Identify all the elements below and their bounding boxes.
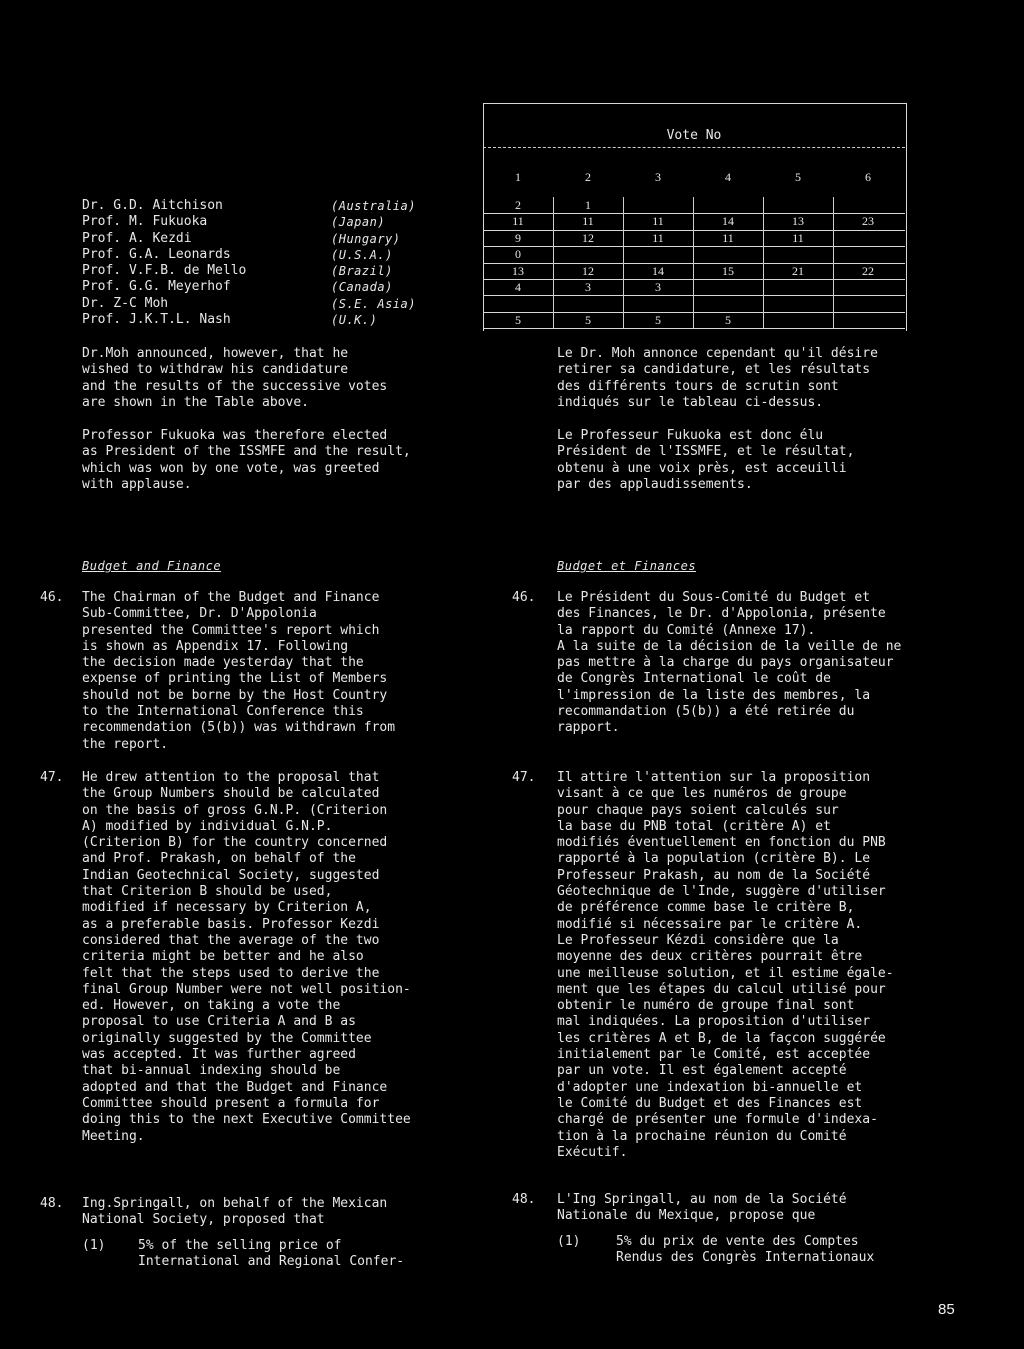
candidate-name: Dr. Z-C Moh: [82, 295, 169, 311]
vote-cell: 22: [862, 263, 874, 278]
candidate-country: (S.E. Asia): [331, 296, 416, 311]
vote-table-row: [483, 246, 905, 263]
fr-item-1-number: (1): [557, 1234, 581, 1249]
vote-table-divider-line: [763, 279, 764, 295]
vote-table-row: [483, 213, 905, 230]
vote-table-row: [483, 279, 905, 296]
vote-cell: 11: [512, 214, 524, 229]
vote-cell: 11: [582, 214, 594, 229]
vote-header: 5: [795, 170, 801, 184]
vote-cell: 9: [515, 230, 521, 245]
vote-table-row: [483, 295, 905, 312]
vote-table-divider-line: [763, 295, 764, 311]
en-budget-heading: Budget and Finance: [82, 559, 222, 573]
vote-table-divider-line: [553, 295, 554, 311]
vote-table-divider-line: [833, 246, 834, 262]
fr-para-46: Le Président du Sous-Comité du Budget et des Finances, le Dr. d'Appolonia, présente la rapport du Comité (Annexe 17). A la suite de la décision de la veille de ne pas mettre à la charge du pays organisateur de Congrès International le coût de l'impression de la liste des membres, la recommandation (5(b)) a été retirée du rapport.: [557, 590, 902, 736]
candidate-name: Prof. V.F.B. de Mello: [82, 263, 247, 279]
vote-header: 6: [865, 170, 871, 184]
vote-cell: 3: [585, 280, 591, 294]
vote-table-divider-line: [693, 295, 694, 311]
vote-table-row: [483, 230, 905, 247]
vote-table-divider-line: [693, 197, 694, 213]
vote-cell: 0: [515, 247, 521, 262]
candidate-name: Prof. A. Kezdi: [82, 230, 192, 246]
vote-cell: 13: [512, 263, 524, 278]
candidate-name: Prof. J.K.T.L. Nash: [82, 312, 231, 328]
vote-table-divider-line: [623, 295, 624, 311]
en-para-47-number: 47.: [40, 770, 64, 785]
vote-header: 3: [655, 170, 661, 184]
vote-table-divider-line: [623, 197, 624, 213]
vote-cell: 11: [652, 230, 664, 245]
vote-cell: 15: [722, 263, 734, 278]
candidate-countries: [331, 198, 471, 328]
vote-cell: 21: [792, 263, 804, 278]
candidate-country: (Brazil): [331, 264, 393, 279]
vote-table-divider-line: [763, 312, 764, 328]
en-fukuoka-paragraph: Professor Fukuoka was therefore elected as President of the ISSMFE and the result, which was won by one vote, was greeted with applause.: [82, 428, 411, 492]
vote-table-divider-line: [693, 246, 694, 262]
en-para-47: He drew attention to the proposal that the Group Numbers should be calculated on the basis of gross G.N.P. (Criterion A) modified by individual G.N.P. (Criterion B) for the country concerned and Prof. Prakash, on behalf of the Indian Geotechnical Society, suggested that Criterion B should be used, modified if necessary by Criterion A, as a preferable basis. Professor Kezdi considered that the average of the two criteria might be better and he also felt that the steps used to derive the final Group Number were not well position- ed. However, on taking a vote the proposal to use Criteria A and B as originally suggested by the Committee was accepted. It was further agreed that bi-annual indexing should be adopted and that the Budget and Finance Committee should present a formula for doing this to the next Executive Committee Meeting.: [82, 770, 411, 1144]
vote-cell: 23: [862, 214, 874, 229]
vote-table-divider-line: [553, 246, 554, 262]
fr-budget-heading: Budget et Finances: [557, 559, 697, 573]
vote-header: 4: [725, 170, 731, 184]
vote-table-divider-line: [763, 246, 764, 262]
vote-cell: 14: [652, 263, 664, 278]
fr-para-47-number: 47.: [512, 770, 536, 785]
vote-table-divider-line: [833, 230, 834, 246]
vote-header: 1: [515, 170, 521, 184]
candidate-name: Prof. M. Fukuoka: [82, 214, 208, 230]
fr-fukuoka-paragraph: Le Professeur Fukuoka est donc élu Président de l'ISSMFE, et le résultat, obtenu à une voix près, est acceuilli par des applaudissements.: [557, 428, 855, 492]
vote-table-divider: [483, 147, 905, 148]
vote-cell: 13: [792, 214, 804, 229]
vote-cell: 3: [655, 280, 661, 294]
vote-cell: 11: [792, 230, 804, 245]
vote-table-title: Vote No: [666, 128, 722, 143]
fr-para-48: L'Ing Springall, au nom de la Société Nationale du Mexique, propose que: [557, 1192, 847, 1224]
vote-cell: 11: [722, 230, 734, 245]
en-item-1-number: (1): [82, 1238, 106, 1253]
vote-table-header-row: [483, 169, 905, 185]
page-number: 85: [938, 1301, 955, 1318]
en-item-1: 5% of the selling price of International and Regional Confer-: [138, 1238, 405, 1270]
vote-header: 2: [585, 170, 591, 184]
vote-table-divider-line: [833, 197, 834, 213]
fr-para-47: Il attire l'attention sur la proposition visant à ce que les numéros de groupe pour chaque pays soient calculés sur la base du PNB total (critère A) et modifiés éventuellement en fonction du PNB rapporté à la population (critère B). Le Professeur Prakash, au nom de la Société Géotechnique de l'Inde, suggère d'utiliser de préférence comme base le critère B, modifié si nécessaire par le critère A. Le Professeur Kézdi considère que la moyenne des deux critères pourrait être une meilleuse solution, et il estime égale- ment que les étapes du calcul utilisé pour obtenir le numéro de groupe final sont mal indiquées. La proposition d'utiliser les critères A et B, de la façcon suggérée initialement par le Comité, est acceptée par un vote. Il est également accepté d'adopter une indexation bi-annuelle et le Comité du Budget et des Finances est chargé de présenter une formule d'indexa- tion à la prochaine réunion du Comité Exécutif.: [557, 770, 894, 1160]
vote-cell: 2: [515, 198, 521, 212]
vote-table-row: [483, 263, 905, 280]
vote-cell: 5: [655, 312, 661, 327]
vote-cell: 11: [652, 214, 664, 229]
en-para-46-number: 46.: [40, 590, 64, 605]
vote-table-row: [483, 197, 905, 214]
vote-cell: 14: [722, 214, 734, 229]
candidate-name: Prof. G.A. Leonards: [82, 246, 231, 262]
vote-cell: 5: [725, 312, 731, 327]
vote-cell: 5: [515, 312, 521, 327]
candidate-name: Prof. G.G. Meyerhof: [82, 279, 231, 295]
vote-cell: 12: [582, 230, 594, 245]
vote-table-divider-line: [833, 312, 834, 328]
fr-moh-paragraph: Le Dr. Moh annonce cependant qu'il désire retirer sa candidature, et les résultats des différents tours de scrutin sont indiqués sur le tableau ci-dessus.: [557, 346, 878, 410]
en-para-46: The Chairman of the Budget and Finance Sub-Committee, Dr. D'Appolonia presented the Committee's report which is shown as Appendix 17. Following the decision made yesterday that the expense of printing the List of Members should not be borne by the Host Country to the International Conference this recommendation (5(b)) was withdrawn from the report.: [82, 590, 396, 752]
en-para-48-number: 48.: [40, 1196, 64, 1211]
candidate-names: [82, 198, 302, 328]
candidate-country: (Canada): [331, 280, 393, 295]
vote-table-divider-line: [763, 197, 764, 213]
vote-cell: 1: [585, 198, 591, 212]
vote-table-divider-line: [693, 279, 694, 295]
vote-cell: 5: [585, 312, 591, 327]
candidate-country: (Hungary): [331, 231, 401, 246]
vote-table-divider-line: [623, 246, 624, 262]
fr-item-1: 5% du prix de vente des Comptes Rendus des Congrès Internationaux: [616, 1234, 875, 1266]
candidate-name: Dr. G.D. Aitchison: [82, 198, 223, 213]
en-para-48: Ing.Springall, on behalf of the Mexican National Society, proposed that: [82, 1196, 388, 1228]
vote-table-row: [483, 312, 905, 329]
en-moh-paragraph: Dr.Moh announced, however, that he wished to withdraw his candidature and the results of the successive votes are shown in the Table above.: [82, 346, 388, 410]
vote-cell: 4: [515, 280, 521, 294]
candidate-country: (U.S.A.): [331, 247, 393, 262]
fr-para-46-number: 46.: [512, 590, 536, 605]
candidate-country: (Japan): [331, 215, 386, 230]
candidate-country: (Australia): [331, 199, 416, 213]
vote-table-divider-line: [833, 295, 834, 311]
vote-cell: 12: [582, 263, 594, 278]
fr-para-48-number: 48.: [512, 1192, 536, 1207]
vote-table-divider-line: [833, 279, 834, 295]
candidate-country: (U.K.): [331, 313, 378, 328]
